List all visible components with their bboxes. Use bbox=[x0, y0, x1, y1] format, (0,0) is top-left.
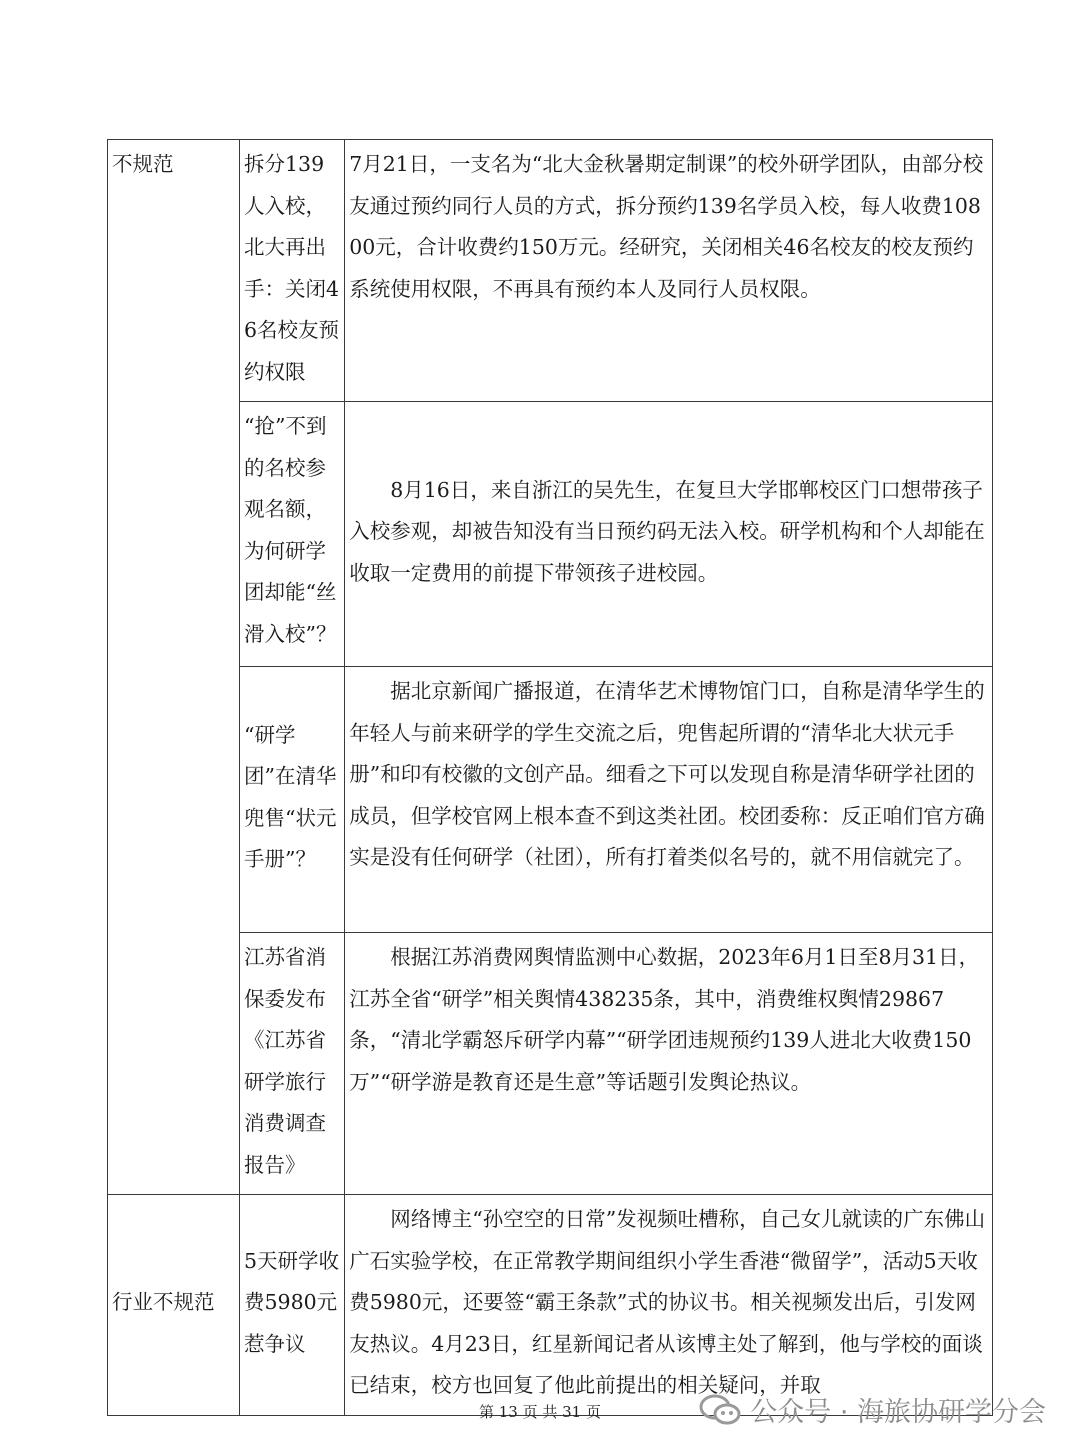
case-title: “研学团”在清华兜售“状元手册”？ bbox=[244, 722, 337, 871]
case-title: 5天研学收费5980元惹争议 bbox=[244, 1248, 340, 1356]
category-cell bbox=[108, 140, 240, 1195]
case-content: 8月16日，来自浙江的吴先生，在复旦大学邯郸校区门口想带孩子入校参观，却被告知没有当日预约码无法入校。研学机构和个人却能在收取一定费用的前提下带领孩子进校园。 bbox=[349, 477, 985, 585]
page-number: 第 13 页 共 31 页 bbox=[478, 1403, 601, 1421]
content-cell bbox=[345, 667, 993, 933]
table-row bbox=[108, 933, 993, 1195]
case-content: 据北京新闻广播报道，在清华艺术博物馆门口，自称是清华学生的年轻人与前来研学的学生交流之后，兜售起所谓的“清华北大状元手册”和印有校徽的文创产品。细看之下可以发现自称是清华研学社团的成员，但学校官网上根本查不到这类社团。校团委称：反正咱们官方确实是没有任何研学（社团），所有打着类似名号的，就不用信就完了。 bbox=[349, 679, 985, 869]
wechat-official-account-icon bbox=[698, 1392, 742, 1428]
content-cell bbox=[345, 1195, 993, 1416]
content-cell bbox=[345, 140, 993, 402]
title-cell bbox=[240, 667, 345, 933]
case-content: 根据江苏消费网舆情监测中心数据，2023年6月1日至8月31日，江苏全省“研学”相关舆情438235条，其中，消费维权舆情29867条，“清北学霸怒斥研学内幕”“研学团违规预约139人进北大收费150万”“研学游是教育还是生意”等话题引发舆论热议。 bbox=[349, 945, 980, 1094]
category-label: 不规范 bbox=[112, 152, 174, 176]
category-label: 行业不规范 bbox=[112, 1290, 215, 1314]
table-row bbox=[108, 1195, 993, 1416]
case-title: 拆分139人入校，北大再出手：关闭46名校友预约权限 bbox=[244, 152, 340, 384]
watermark bbox=[698, 1390, 1046, 1429]
case-content: 网络博主“孙空空的日常”发视频吐槽称，自己女儿就读的广东佛山广石实验学校，在正常教学期间组织小学生香港“微留学”，活动5天收费5980元，还要签“霸王条款”式的协议书。相关视频发出后，引发网友热议。4月23日，红星新闻记者从该博主处了解到，他与学校的面谈已结束，校方也回复了他此前提出的相关疑问，并取 bbox=[349, 1207, 986, 1397]
watermark-text: 公众号 · 海旅协研学分会 bbox=[750, 1397, 1046, 1428]
report-table bbox=[107, 139, 993, 1416]
case-title: “抢”不到的名校参观名额，为何研学团却能“丝滑入校”？ bbox=[244, 414, 337, 646]
category-cell bbox=[108, 1195, 240, 1416]
title-cell bbox=[240, 140, 345, 402]
case-content: 7月21日，一支名为“北大金秋暑期定制课”的校外研学团队，由部分校友通过预约同行人员的方式，拆分预约139名学员入校，每人收费10800元，合计收费约150万元。经研究，关闭相关46名校友的校友预约系统使用权限，不再具有预约本人及同行人员权限。 bbox=[349, 152, 984, 301]
title-cell bbox=[240, 933, 345, 1195]
table-row bbox=[108, 402, 993, 667]
content-cell bbox=[345, 933, 993, 1195]
content-cell bbox=[345, 402, 993, 667]
case-title: 江苏省消保委发布《江苏省研学旅行消费调查报告》 bbox=[244, 945, 327, 1177]
title-cell bbox=[240, 402, 345, 667]
table-row bbox=[108, 667, 993, 933]
title-cell bbox=[240, 1195, 345, 1416]
table-row bbox=[108, 140, 993, 402]
